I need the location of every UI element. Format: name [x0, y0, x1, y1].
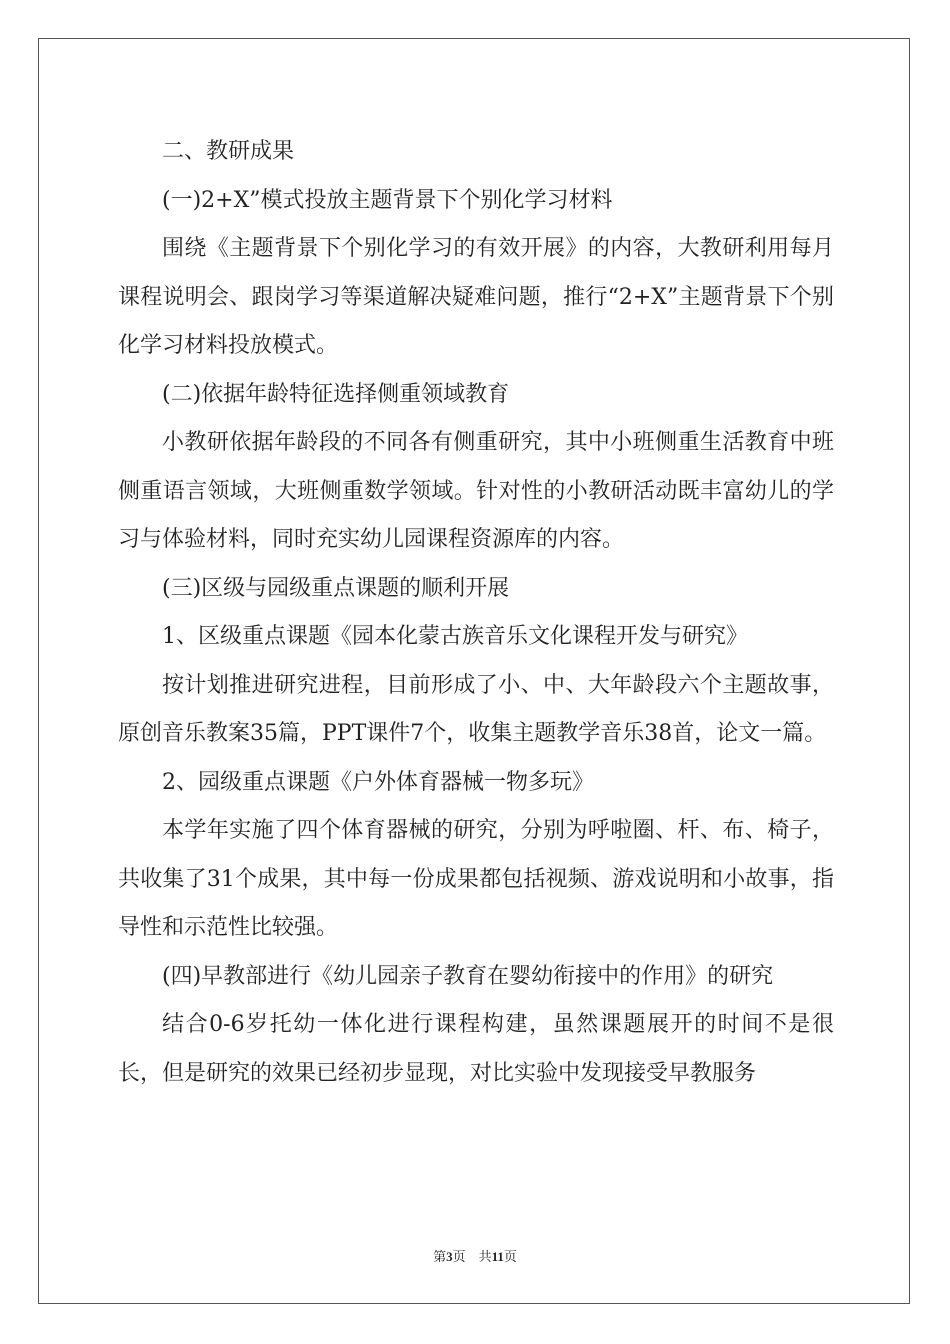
subsection-heading: (二)依据年龄特征选择侧重领域教育 [162, 381, 510, 407]
subsection-heading: (四)早教部进行《幼儿园亲子教育在婴幼衔接中的作用》的研究 [162, 963, 774, 989]
paragraph: 本学年实施了四个体育器械的研究，分别为呼啦圈、杆、布、椅子，共收集了31个成果，其中每一份成果都包括视频、游戏说明和小故事，指导性和示范性比较强。 [118, 818, 834, 940]
item-heading: 2、园级重点课题《户外体育器械一物多玩》 [162, 769, 594, 795]
paragraph: 结合0-6岁托幼一体化进行课程构建，虽然课题展开的时间不是很长，但是研究的效果已经初步显现，对比实验中发现接受早教服务 [118, 1012, 834, 1086]
document-body [118, 128, 834, 1098]
subsection-heading: (一)2+X”模式投放主题背景下个别化学习材料 [162, 187, 613, 213]
page-footer [0, 1246, 950, 1265]
footer-suffix: 页 [503, 1249, 517, 1264]
item-heading: 1、区级重点课题《园本化蒙古族音乐文化课程开发与研究》 [162, 624, 748, 649]
footer-prefix: 第 [433, 1249, 447, 1264]
total-page-number: 11 [491, 1249, 504, 1264]
paragraph: 小教研依据年龄段的不同各有侧重研究，其中小班侧重生活教育中班侧重语言领域，大班侧重数学领域。针对性的小教研活动既丰富幼儿的学习与体验材料，同时充实幼儿园课程资源库的内容。 [118, 430, 834, 552]
paragraph: 按计划推进研究进程，目前形成了小、中、大年龄段六个主题故事，原创音乐教案35篇，PPT课件7个，收集主题教学音乐38首，论文一篇。 [118, 672, 834, 746]
current-page-number: 3 [446, 1249, 453, 1264]
footer-mid: 页 共 [452, 1249, 492, 1264]
paragraph: 围绕《主题背景下个别化学习的有效开展》的内容，大教研利用每月课程说明会、跟岗学习等渠道解决疑难问题，推行“2+X”主题背景下个别化学习材料投放模式。 [118, 236, 834, 358]
subsection-heading: (三)区级与园级重点课题的顺利开展 [162, 575, 510, 601]
section-heading: 二、教研成果 [162, 139, 295, 164]
